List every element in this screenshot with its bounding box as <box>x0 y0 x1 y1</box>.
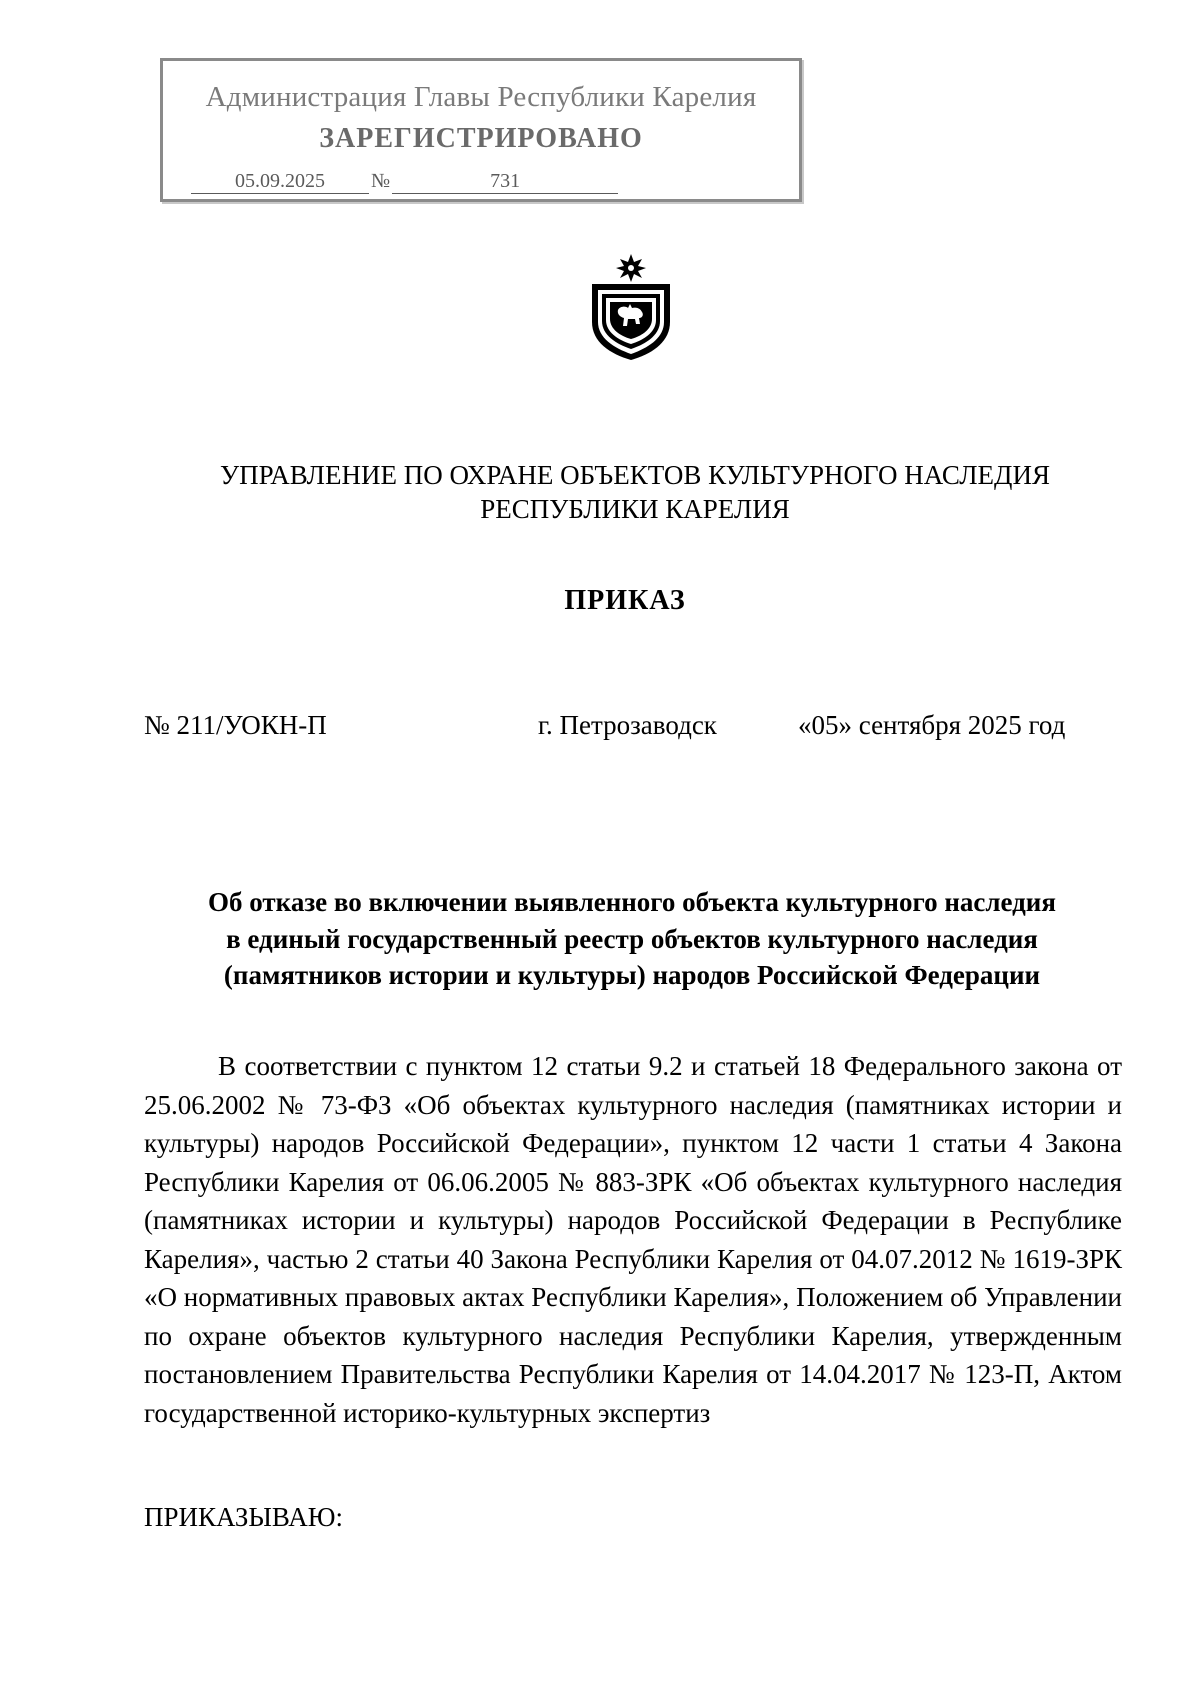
stamp-number: 731 <box>392 169 618 194</box>
order-directive: ПРИКАЗЫВАЮ: <box>144 1502 343 1532</box>
organization-name <box>0 458 1200 526</box>
stamp-title: Администрация Главы Республики Карелия <box>205 81 757 113</box>
stamp-registration-row <box>191 169 618 194</box>
order-subject <box>144 884 1120 994</box>
document-type: ПРИКАЗ <box>564 585 686 616</box>
organization-line-2: РЕСПУБЛИКИ КАРЕЛИЯ <box>480 494 790 524</box>
stamp-date: 05.09.2025 <box>191 169 369 194</box>
subject-line-2: в единый государственный реестр объектов культурного наследия <box>226 923 1038 954</box>
order-number: № 211/УОКН-П <box>144 710 327 740</box>
organization-line-1: УПРАВЛЕНИЕ ПО ОХРАНЕ ОБЪЕКТОВ КУЛЬТУРНОГО НАСЛЕДИЯ <box>220 460 1050 490</box>
karelia-coat-of-arms-icon <box>584 252 678 362</box>
subject-line-1: Об отказе во включении выявленного объекта культурного наследия <box>208 887 1056 917</box>
order-date: «05» сентября 2025 год <box>798 710 1066 740</box>
subject-line-3: (памятников истории и культуры) народов Российской Федерации <box>223 960 1041 990</box>
stamp-status: ЗАРЕГИСТРИРОВАНО <box>319 123 643 154</box>
order-city: г. Петрозаводск <box>538 710 717 740</box>
preamble-text: В соответствии с пунктом 12 статьи 9.2 и статьей 18 Федерального закона от 25.06.2002 № 73-ФЗ «Об объектах культурного наследия (памятниках истории и культуры) народов Российской Федерации», пунктом 12 части 1 статьи 4 Закона Республики Карелия от 06.06.2005 № 883-ЗРК «Об объектах культурного наследия (памятниках истории и культуры) народов Российской Федерации в Республике Карелия», частью 2 статьи 40 Закона Республики Карелия от 04.07.2012 № 1619-ЗРК «О нормативных правовых актах Республики Карелия», Положением об Управлении по охране объектов культурного наследия Республики Карелия, утвержденным постановлением Правительства Республики Карелия от 14.04.2017 № 123-П, Актом государственной историко-культурных экспертиз <box>144 1051 1122 1428</box>
registration-stamp <box>160 58 802 202</box>
preamble-paragraph <box>144 1047 1122 1432</box>
stamp-number-sign: № <box>371 170 391 192</box>
